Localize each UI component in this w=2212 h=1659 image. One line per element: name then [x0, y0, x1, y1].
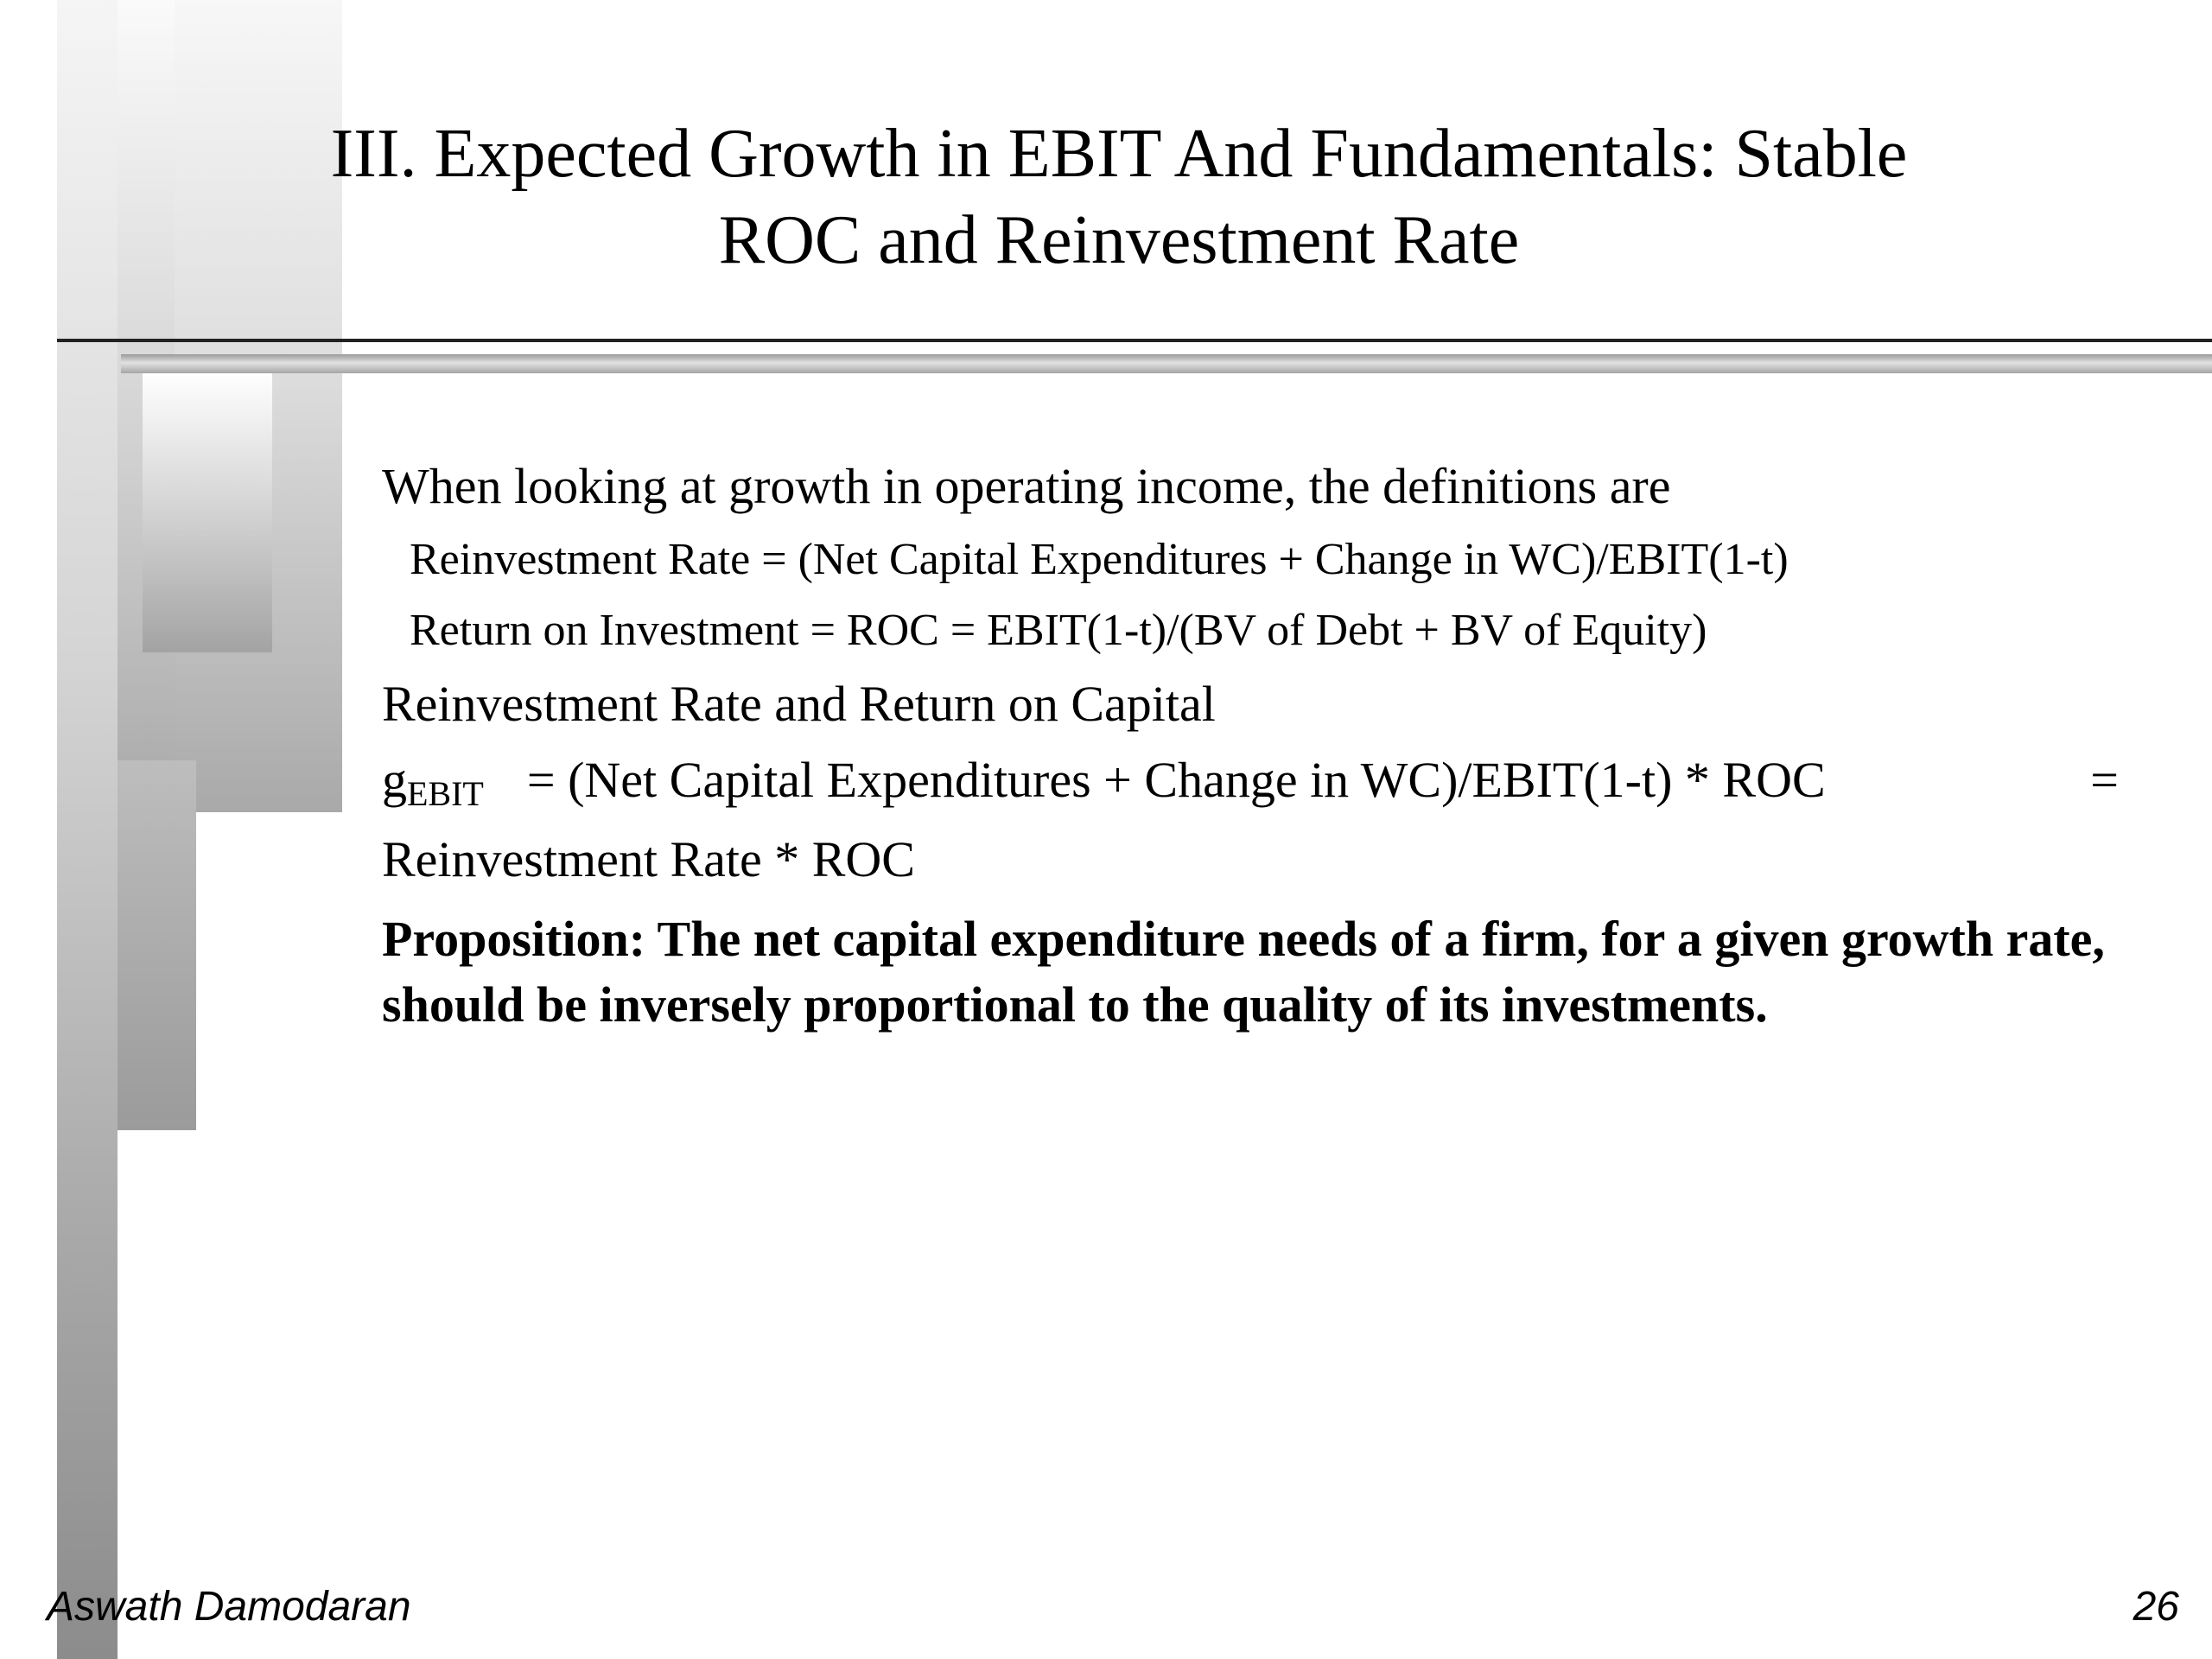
- proposition-text: Proposition: The net capital expenditure needs of a firm, for a given growth rate, should be inversely proportional to the quality of its investments.: [382, 911, 2105, 1033]
- intro-text: When looking at growth in operating income, the definitions are: [382, 458, 1671, 514]
- formula-expression: = (Net Capital Expenditures + Change in WC)/EBIT(1-t) * ROC: [526, 752, 1826, 808]
- formula-subscript: EBIT: [407, 774, 484, 813]
- page-number: 26: [2133, 1584, 2179, 1630]
- slide-body: [382, 454, 2127, 1038]
- definition-return-on-investment: Return on Investment = ROC = EBIT(1-t)/(BV of Debt + BV of Equity): [410, 606, 1707, 655]
- growth-formula: [382, 747, 2127, 827]
- formula-symbol: g: [382, 752, 407, 808]
- slide-title: [251, 111, 1987, 283]
- decorative-gradient-bar: [105, 760, 196, 1130]
- formula-result: Reinvestment Rate * ROC: [382, 831, 915, 887]
- decorative-gradient-bar: [57, 0, 118, 1659]
- title-divider-line: [57, 339, 2212, 342]
- definition-reinvestment-rate: Reinvestment Rate = (Net Capital Expenditures + Change in WC)/EBIT(1-t): [410, 535, 1789, 584]
- decorative-gradient-bar: [143, 372, 272, 652]
- slide-title-line-1: III. Expected Growth in EBIT And Fundamentals: Stable: [330, 116, 1908, 192]
- subheading: Reinvestment Rate and Return on Capital: [382, 676, 1216, 732]
- footer-author: Aswath Damodaran: [47, 1584, 411, 1630]
- formula-equals-sign: =: [2090, 752, 2119, 808]
- slide-title-line-2: ROC and Reinvestment Rate: [718, 202, 1520, 278]
- title-divider-bar: [121, 354, 2212, 373]
